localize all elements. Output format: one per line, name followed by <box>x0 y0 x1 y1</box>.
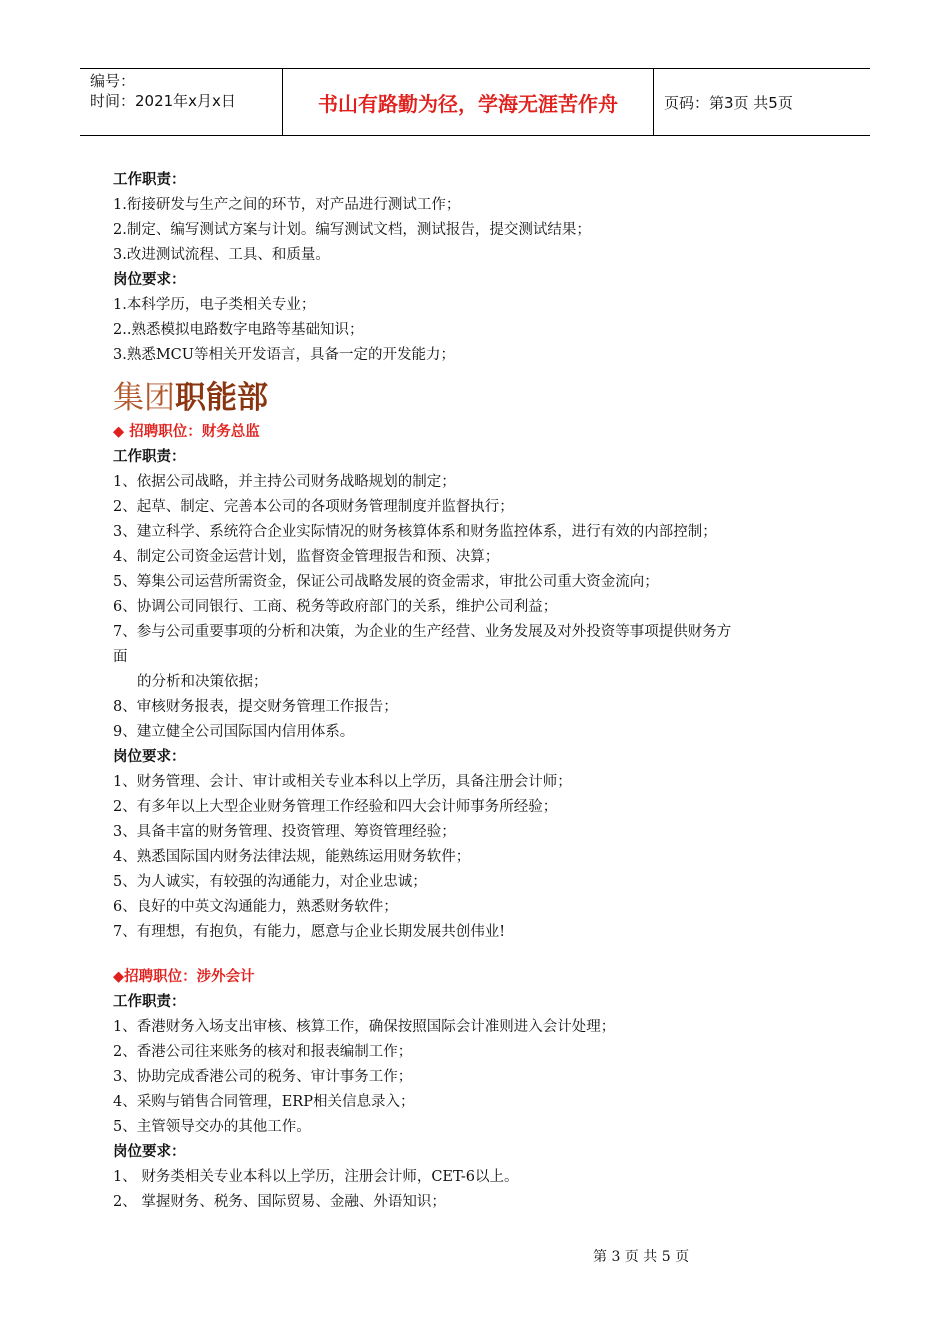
list-item: 2.制定、编写测试方案与计划。编写测试文档，测试报告，提交测试结果； <box>113 222 591 238</box>
header-page-label: 页码：第3页 共5页 <box>664 93 793 112</box>
list-item: 1、财务管理、会计、审计或相关专业本科以上学历，具备注册会计师； <box>113 774 572 790</box>
section-title <box>113 376 853 420</box>
list-item: 1.本科学历，电子类相关专业； <box>113 297 316 313</box>
requirements-heading: 岗位要求： <box>113 749 186 765</box>
job-position-title: ◆招聘职位：涉外会计 <box>113 969 255 985</box>
list-item: 9、建立健全公司国际国内信用体系。 <box>113 724 355 740</box>
header-left-cell <box>80 69 283 135</box>
list-item: 4、制定公司资金运营计划，监督资金管理报告和预、决算； <box>113 549 500 565</box>
list-item: 4、采购与销售合同管理，ERP相关信息录入； <box>113 1094 415 1110</box>
list-item: 7、参与公司重要事项的分析和决策，为企业的生产经营、业务发展及对外投资等事项提供财务方 <box>113 624 732 640</box>
list-item: 3.熟悉MCU等相关开发语言，具备一定的开发能力； <box>113 347 455 363</box>
list-item: 2、起草、制定、完善本公司的各项财务管理制度并监督执行； <box>113 499 514 515</box>
list-item: 2、 掌握财务、税务、国际贸易、金融、外语知识； <box>113 1194 446 1210</box>
list-item: 3、具备丰富的财务管理、投资管理、筹资管理经验； <box>113 824 456 840</box>
list-item: 5、筹集公司运营所需资金，保证公司战略发展的资金需求，审批公司重大资金流向； <box>113 574 659 590</box>
header-id-label: 编号： <box>90 72 136 90</box>
list-item: 5、主管领导交办的其他工作。 <box>113 1119 311 1135</box>
list-item: 7、有理想，有抱负，有能力，愿意与企业长期发展共创伟业! <box>113 924 506 940</box>
list-item: 1、 财务类相关专业本科以上学历，注册会计师，CET-6以上。 <box>113 1169 519 1185</box>
list-item: 6、协调公司同银行、工商、税务等政府部门的关系，维护公司利益； <box>113 599 558 615</box>
page-header <box>80 68 870 136</box>
list-item: 3.改进测试流程、工具、和质量。 <box>113 247 330 263</box>
list-item: 3、建立科学、系统符合企业实际情况的财务核算体系和财务监控体系，进行有效的内部控制； <box>113 524 717 540</box>
spacer <box>113 945 853 965</box>
list-item: 1、香港财务入场支出审核、核算工作，确保按照国际会计准则进入会计处理； <box>113 1019 616 1035</box>
list-item-continuation: 的分析和决策依据； <box>137 674 268 690</box>
section-title-part2: 职能部 <box>175 380 268 416</box>
requirements-heading: 岗位要求： <box>113 272 186 288</box>
requirements-heading: 岗位要求： <box>113 1144 186 1160</box>
list-item: 1、依据公司战略，并主持公司财务战略规划的制定； <box>113 474 456 490</box>
header-time-label: 时间：2021年x月x日 <box>90 92 236 110</box>
list-item: 1.衔接研发与生产之间的环节，对产品进行测试工作； <box>113 197 461 213</box>
list-item: 3、协助完成香港公司的税务、审计事务工作； <box>113 1069 413 1085</box>
page-footer: 第 3 页 共 5 页 <box>593 1249 690 1265</box>
list-item: 8、审核财务报表，提交财务管理工作报告； <box>113 699 398 715</box>
document-body <box>113 168 853 1215</box>
list-item: 2、香港公司往来账务的核对和报表编制工作； <box>113 1044 413 1060</box>
section-title-part1: 集团 <box>113 380 175 416</box>
list-item: 2..熟悉模拟电路数字电路等基础知识； <box>113 322 364 338</box>
job-position-title: ◆ 招聘职位：财务总监 <box>113 424 260 440</box>
duties-heading: 工作职责： <box>113 994 186 1010</box>
header-motto: 书山有路勤为径，学海无涯苦作舟 <box>283 69 654 135</box>
list-item: 5、为人诚实，有较强的沟通能力，对企业忠诚； <box>113 874 427 890</box>
duties-heading: 工作职责： <box>113 172 186 188</box>
list-item: 2、有多年以上大型企业财务管理工作经验和四大会计师事务所经验； <box>113 799 558 815</box>
list-item: 4、熟悉国际国内财务法律法规，能熟练运用财务软件； <box>113 849 471 865</box>
duties-heading: 工作职责： <box>113 449 186 465</box>
list-item-wrap: 面 <box>113 649 128 665</box>
list-item: 6、良好的中英文沟通能力，熟悉财务软件； <box>113 899 398 915</box>
